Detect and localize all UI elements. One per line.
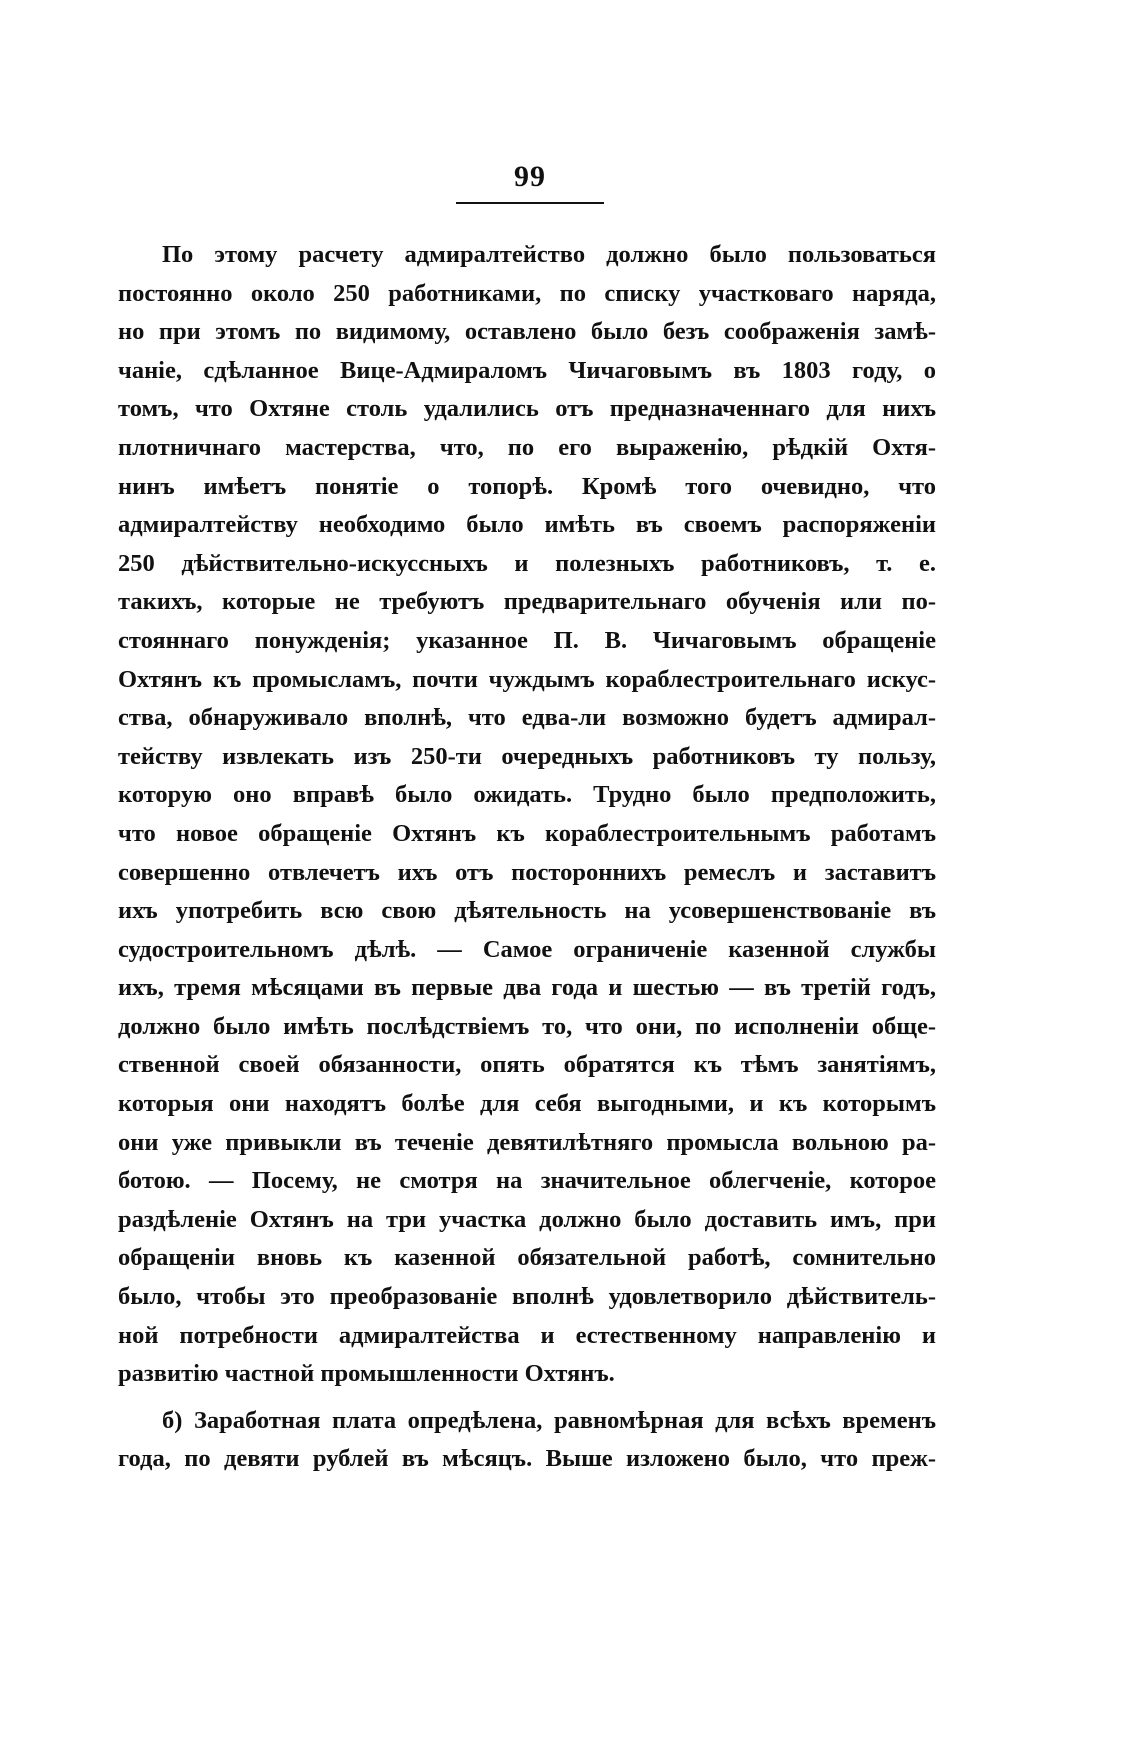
paragraph-gap xyxy=(118,1394,936,1402)
text-line: которую оно вправѣ было ожидать. Трудно было предположить, xyxy=(118,781,936,809)
text-line: совершенно отвлечетъ ихъ отъ постороннихъ ремеслъ и заставитъ xyxy=(118,858,936,886)
text-line: тейству извлекать изъ 250-ти очередныхъ работниковъ ту пользу, xyxy=(118,742,936,770)
text-line: года, по девяти рублей въ мѣсяцъ. Выше изложено было, что преж- xyxy=(118,1445,936,1473)
body-text xyxy=(118,236,936,1479)
text-line: развитію частной промышленности Охтянъ. xyxy=(118,1360,615,1388)
text-line: плотничнаго мастерства, что, по его выраженію, рѣдкій Охтя- xyxy=(118,433,936,461)
text-line: ботою. — Посему, не смотря на значительное облегченіе, которое xyxy=(118,1167,936,1195)
text-line: б) Заработная плата опредѣлена, равномѣрная для всѣхъ временъ xyxy=(162,1406,936,1434)
text-line: ственной своей обязанности, опять обратятся къ тѣмъ занятіямъ, xyxy=(118,1051,936,1079)
text-line: должно было имѣть послѣдствіемъ то, что они, по исполненіи обще- xyxy=(118,1012,936,1040)
text-line: нинъ имѣетъ понятіе о топорѣ. Кромѣ того очевидно, что xyxy=(118,472,936,500)
text-line: адмиралтейству необходимо было имѣть въ своемъ распоряженіи xyxy=(118,511,936,539)
text-line: судостроительномъ дѣлѣ. — Самое ограниченіе казенной службы xyxy=(118,935,936,963)
text-line: но при этомъ по видимому, оставлено было безъ соображенія замѣ- xyxy=(118,318,936,346)
text-line: чаніе, сдѣланное Вице-Адмираломъ Чичаговымъ въ 1803 году, о xyxy=(118,356,936,384)
text-line: обращеніи вновь къ казенной обязательной работѣ, сомнительно xyxy=(118,1244,936,1272)
text-line: раздѣленіе Охтянъ на три участка должно было доставить имъ, при xyxy=(118,1205,936,1233)
text-line: они уже привыкли въ теченіе девятилѣтняго промысла вольною ра- xyxy=(118,1128,936,1156)
text-line: ства, обнаруживало вполнѣ, что едва-ли возможно будетъ адмирал- xyxy=(118,704,936,732)
text-line: Охтянъ къ промысламъ, почти чуждымъ кораблестроительнаго искус- xyxy=(118,665,936,693)
text-line: ной потребности адмиралтейства и естественному направленію и xyxy=(118,1321,936,1349)
text-line: томъ, что Охтяне столь удалились отъ предназначеннаго для нихъ xyxy=(118,395,936,423)
text-line: постоянно около 250 работниками, по списку участковаго наряда, xyxy=(118,279,936,307)
text-line: 250 дѣйствительно-искуссныхъ и полезныхъ работниковъ, т. е. xyxy=(118,549,936,577)
text-line: По этому расчету адмиралтейство должно было пользоваться xyxy=(162,241,936,268)
text-line: ихъ, тремя мѣсяцами въ первые два года и шестью — въ третій годъ, xyxy=(118,974,936,1002)
text-line: было, чтобы это преобразованіе вполнѣ удовлетворило дѣйствитель- xyxy=(118,1283,936,1311)
text-line: что новое обращеніе Охтянъ къ кораблестроительнымъ работамъ xyxy=(118,819,936,847)
text-line: которыя они находятъ болѣе для себя выгодными, и къ которымъ xyxy=(118,1090,936,1118)
page-number-rule xyxy=(456,202,604,204)
page-number: 99 xyxy=(514,160,546,193)
text-line: такихъ, которые не требуютъ предварительнаго обученія или по- xyxy=(118,588,936,616)
text-line: ихъ употребить всю свою дѣятельность на усовершенствованіе въ xyxy=(118,897,936,925)
text-line: стояннаго понужденія; указанное П. В. Чичаговымъ обращеніе xyxy=(118,626,936,654)
